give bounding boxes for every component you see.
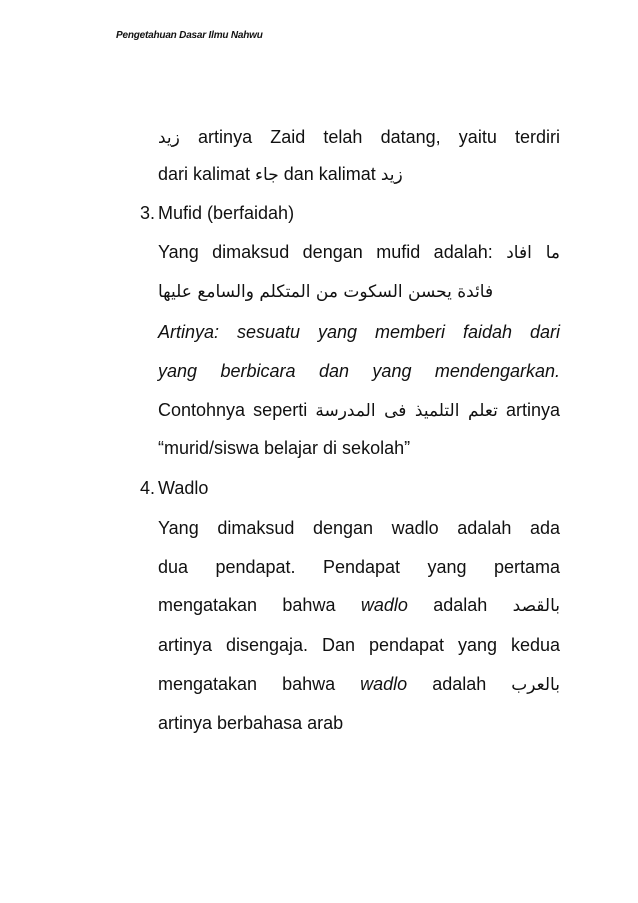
text-line bbox=[158, 594, 560, 617]
arabic-sentence: فائدة يحسن السكوت من المتكلم والسامع عليها bbox=[158, 282, 494, 302]
item-label: Wadlo bbox=[158, 478, 209, 498]
line-text: dari kalimat bbox=[158, 164, 251, 184]
arabic-word: بالقصد bbox=[512, 596, 560, 616]
arabic-word: جاء bbox=[255, 165, 279, 185]
text-line-2 bbox=[158, 163, 560, 186]
line-text: mengatakan bahwa bbox=[158, 674, 336, 694]
italic-term: wadlo bbox=[360, 595, 408, 615]
line-text: Contohnya seperti bbox=[158, 400, 308, 420]
item-number: 4. bbox=[140, 478, 156, 498]
text-line bbox=[158, 673, 560, 696]
item-label: Mufid (berfaidah) bbox=[158, 203, 295, 223]
text-line: dua pendapat. Pendapat yang pertama bbox=[158, 557, 560, 577]
arabic-word: ما افاد bbox=[506, 243, 560, 263]
arabic-sentence: تعلم التلميذ فى المدرسة bbox=[315, 401, 498, 421]
text-line: Yang dimaksud dengan wadlo adalah ada bbox=[158, 518, 560, 538]
line-text: dan kalimat bbox=[283, 164, 376, 184]
text-line: artinya disengaja. Dan pendapat yang kedua bbox=[158, 635, 560, 655]
running-header: Pengetahuan Dasar Ilmu Nahwu bbox=[116, 30, 263, 41]
text-line-1 bbox=[158, 126, 560, 149]
line-text: Yang dimaksud dengan mufid adalah: bbox=[158, 242, 493, 262]
line-text: adalah bbox=[432, 674, 487, 694]
text-line: artinya berbahasa arab bbox=[158, 713, 344, 733]
text-line bbox=[158, 399, 560, 422]
line-text: artinya bbox=[505, 400, 560, 420]
line-text: adalah bbox=[433, 595, 488, 615]
italic-line-2: yang berbicara dan yang mendengarkan. bbox=[158, 361, 560, 381]
line-text: mengatakan bahwa bbox=[158, 595, 336, 615]
arabic-word: زيد bbox=[158, 128, 180, 148]
arabic-word: بالعرب bbox=[511, 675, 560, 695]
item-number: 3. bbox=[140, 203, 156, 223]
arabic-word: زيد bbox=[380, 165, 403, 185]
arabic-line bbox=[158, 280, 560, 303]
italic-line-1: Artinya: sesuatu yang memberi faidah dari bbox=[158, 322, 560, 342]
text-line bbox=[158, 241, 560, 264]
italic-term: wadlo bbox=[360, 674, 408, 694]
line-text: artinya Zaid telah datang, yaitu terdiri bbox=[198, 127, 560, 147]
quote-line: “murid/siswa belajar di sekolah” bbox=[158, 438, 411, 458]
